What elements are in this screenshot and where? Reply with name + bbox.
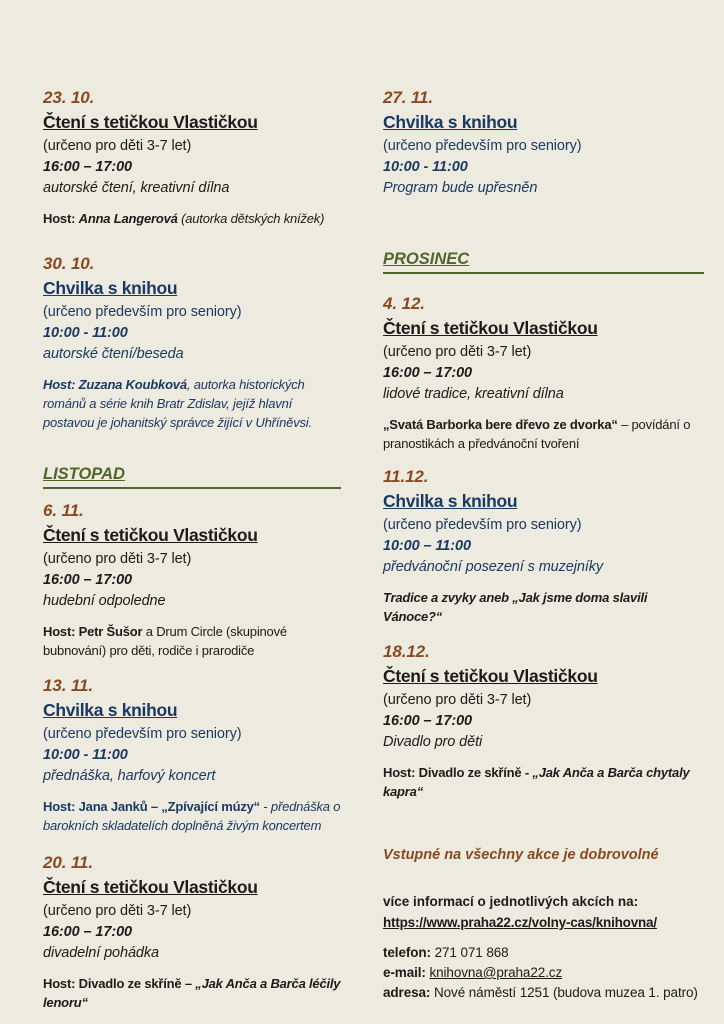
event-title: Chvilka s knihou [383,491,518,511]
event-note [43,209,341,228]
event-note [43,622,341,660]
text-segment: Anna Langerová [78,211,178,226]
event-description: předvánoční posezení s muzejníky [383,559,604,575]
event-time: 16:00 – 17:00 [383,713,472,729]
event-block-27-11 [383,88,704,199]
event-title: Čtení s tetičkou Vlastičkou [43,877,258,897]
address-line [383,983,704,1003]
event-date: 27. 11. [383,88,434,107]
fee-note: Vstupné na všechny akce je dobrovolné [383,847,659,863]
event-description: Divadlo pro děti [383,734,483,750]
month-label: LISTOPAD [43,465,125,483]
event-title: Čtení s tetičkou Vlastičkou [43,525,258,545]
text-segment: , autorka historických románů a série knih Bratr Zdislav, jejíž hlavní postavou je johanitský správce žijící v Uhříněvsi. [43,377,312,430]
event-date: 4. 12. [383,294,425,313]
event-note [383,415,704,453]
event-time: 10:00 – 11:00 [383,538,471,554]
text-segment: Nové náměstí 1251 (budova muzea 1. patro) [433,985,698,1000]
event-date: 18.12. [383,642,430,661]
event-title: Čtení s tetičkou Vlastičkou [383,666,598,686]
event-note [383,763,704,801]
info-url-link[interactable]: https://www.praha22.cz/volny-cas/knihovna/ [383,915,657,930]
event-audience: (určeno pro děti 3-7 let) [383,344,532,360]
event-time: 16:00 – 17:00 [43,159,132,175]
event-title: Čtení s tetičkou Vlastičkou [43,112,258,132]
event-time: 16:00 – 17:00 [43,924,132,940]
text-segment: telefon: [383,945,435,960]
right-column [383,88,704,1012]
event-date: 6. 11. [43,501,84,520]
event-description: autorské čtení, kreativní dílna [43,180,230,196]
footer [383,846,704,1003]
event-title: Chvilka s knihou [43,278,178,298]
text-segment: a Drum Circle (skupinové bubnování) pro děti, rodiče i prarodiče [43,624,287,658]
event-block-18-12 [383,642,704,801]
phone-line [383,943,704,963]
info-label: více informací o jednotlivých akcích na: [383,894,639,909]
month-header-prosinec [383,249,704,274]
event-time: 10:00 - 11:00 [43,747,128,763]
text-segment: Host: Jana Janků – „Zpívající múzy“ [43,799,260,814]
text-segment: Host: Divadlo ze skříně - [383,765,533,780]
month-header-listopad [43,464,341,489]
text-segment: „Jak Anča a Barča chytaly kapra“ [383,765,690,799]
text-segment: - [259,799,271,814]
event-audience: (určeno pro děti 3-7 let) [43,138,192,154]
text-segment: „Jak Anča a Barča léčily lenoru“ [43,976,341,1010]
event-block-11-12 [383,467,704,626]
text-segment: adresa: [383,985,434,1000]
event-description: autorské čtení/beseda [43,346,184,362]
event-note [43,375,341,432]
email-line [383,963,704,983]
event-block-6-11 [43,501,341,660]
text-segment: Host: [43,211,79,226]
event-date: 23. 10. [43,88,95,107]
event-block-13-11 [43,676,341,835]
event-block-20-11 [43,853,341,1012]
email-link[interactable]: knihovna@praha22.cz [429,965,563,980]
text-segment: Host: Divadlo ze skříně – [43,976,196,991]
text-segment: – povídání o pranostikách a předvánoční tvoření [383,417,691,451]
event-block-23-10 [43,88,341,228]
event-title: Chvilka s knihou [43,700,178,720]
event-description: hudební odpoledne [43,593,166,609]
event-block-4-12 [383,294,704,453]
text-segment: e-mail: [383,965,430,980]
event-description: přednáška, harfový koncert [43,768,216,784]
month-label: PROSINEC [383,250,470,268]
contacts-block [383,943,704,1003]
event-note [43,974,341,1012]
event-time: 10:00 - 11:00 [43,325,128,341]
text-segment: „Svatá Barborka bere dřevo ze dvorka“ [383,417,618,432]
text-segment: (autorka dětských knížek) [177,211,325,226]
text-segment: 271 071 868 [434,945,509,960]
event-date: 30. 10. [43,254,95,273]
event-audience: (určeno především pro seniory) [383,138,582,154]
text-segment: Host: Petr Šušor [43,624,143,639]
event-audience: (určeno pro děti 3-7 let) [43,551,192,567]
event-title: Čtení s tetičkou Vlastičkou [383,318,598,338]
text-segment: přednáška o barokních skladatelích doplněná živým koncertem [43,799,341,833]
event-description: lidové tradice, kreativní dílna [383,386,564,402]
event-note [383,588,704,626]
text-segment: Host: Zuzana Koubková [43,377,187,392]
left-column [43,88,341,1012]
event-audience: (určeno především pro seniory) [43,304,242,320]
event-block-30-10 [43,254,341,432]
event-date: 11.12. [383,467,429,486]
event-audience: (určeno pro děti 3-7 let) [43,903,192,919]
event-time: 16:00 – 17:00 [43,572,132,588]
event-time: 16:00 – 17:00 [383,365,472,381]
event-note [43,797,341,835]
event-title: Chvilka s knihou [383,112,518,132]
event-description: Program bude upřesněn [383,180,538,196]
event-audience: (určeno především pro seniory) [383,517,582,533]
event-date: 20. 11. [43,853,94,872]
event-audience: (určeno především pro seniory) [43,726,242,742]
event-description: divadelní pohádka [43,945,160,961]
event-date: 13. 11. [43,676,94,695]
info-block [383,891,704,933]
event-audience: (určeno pro děti 3-7 let) [383,692,532,708]
event-time: 10:00 - 11:00 [383,159,468,175]
text-segment: Tradice a zvyky aneb „Jak jsme doma slavili Vánoce?“ [383,590,648,624]
